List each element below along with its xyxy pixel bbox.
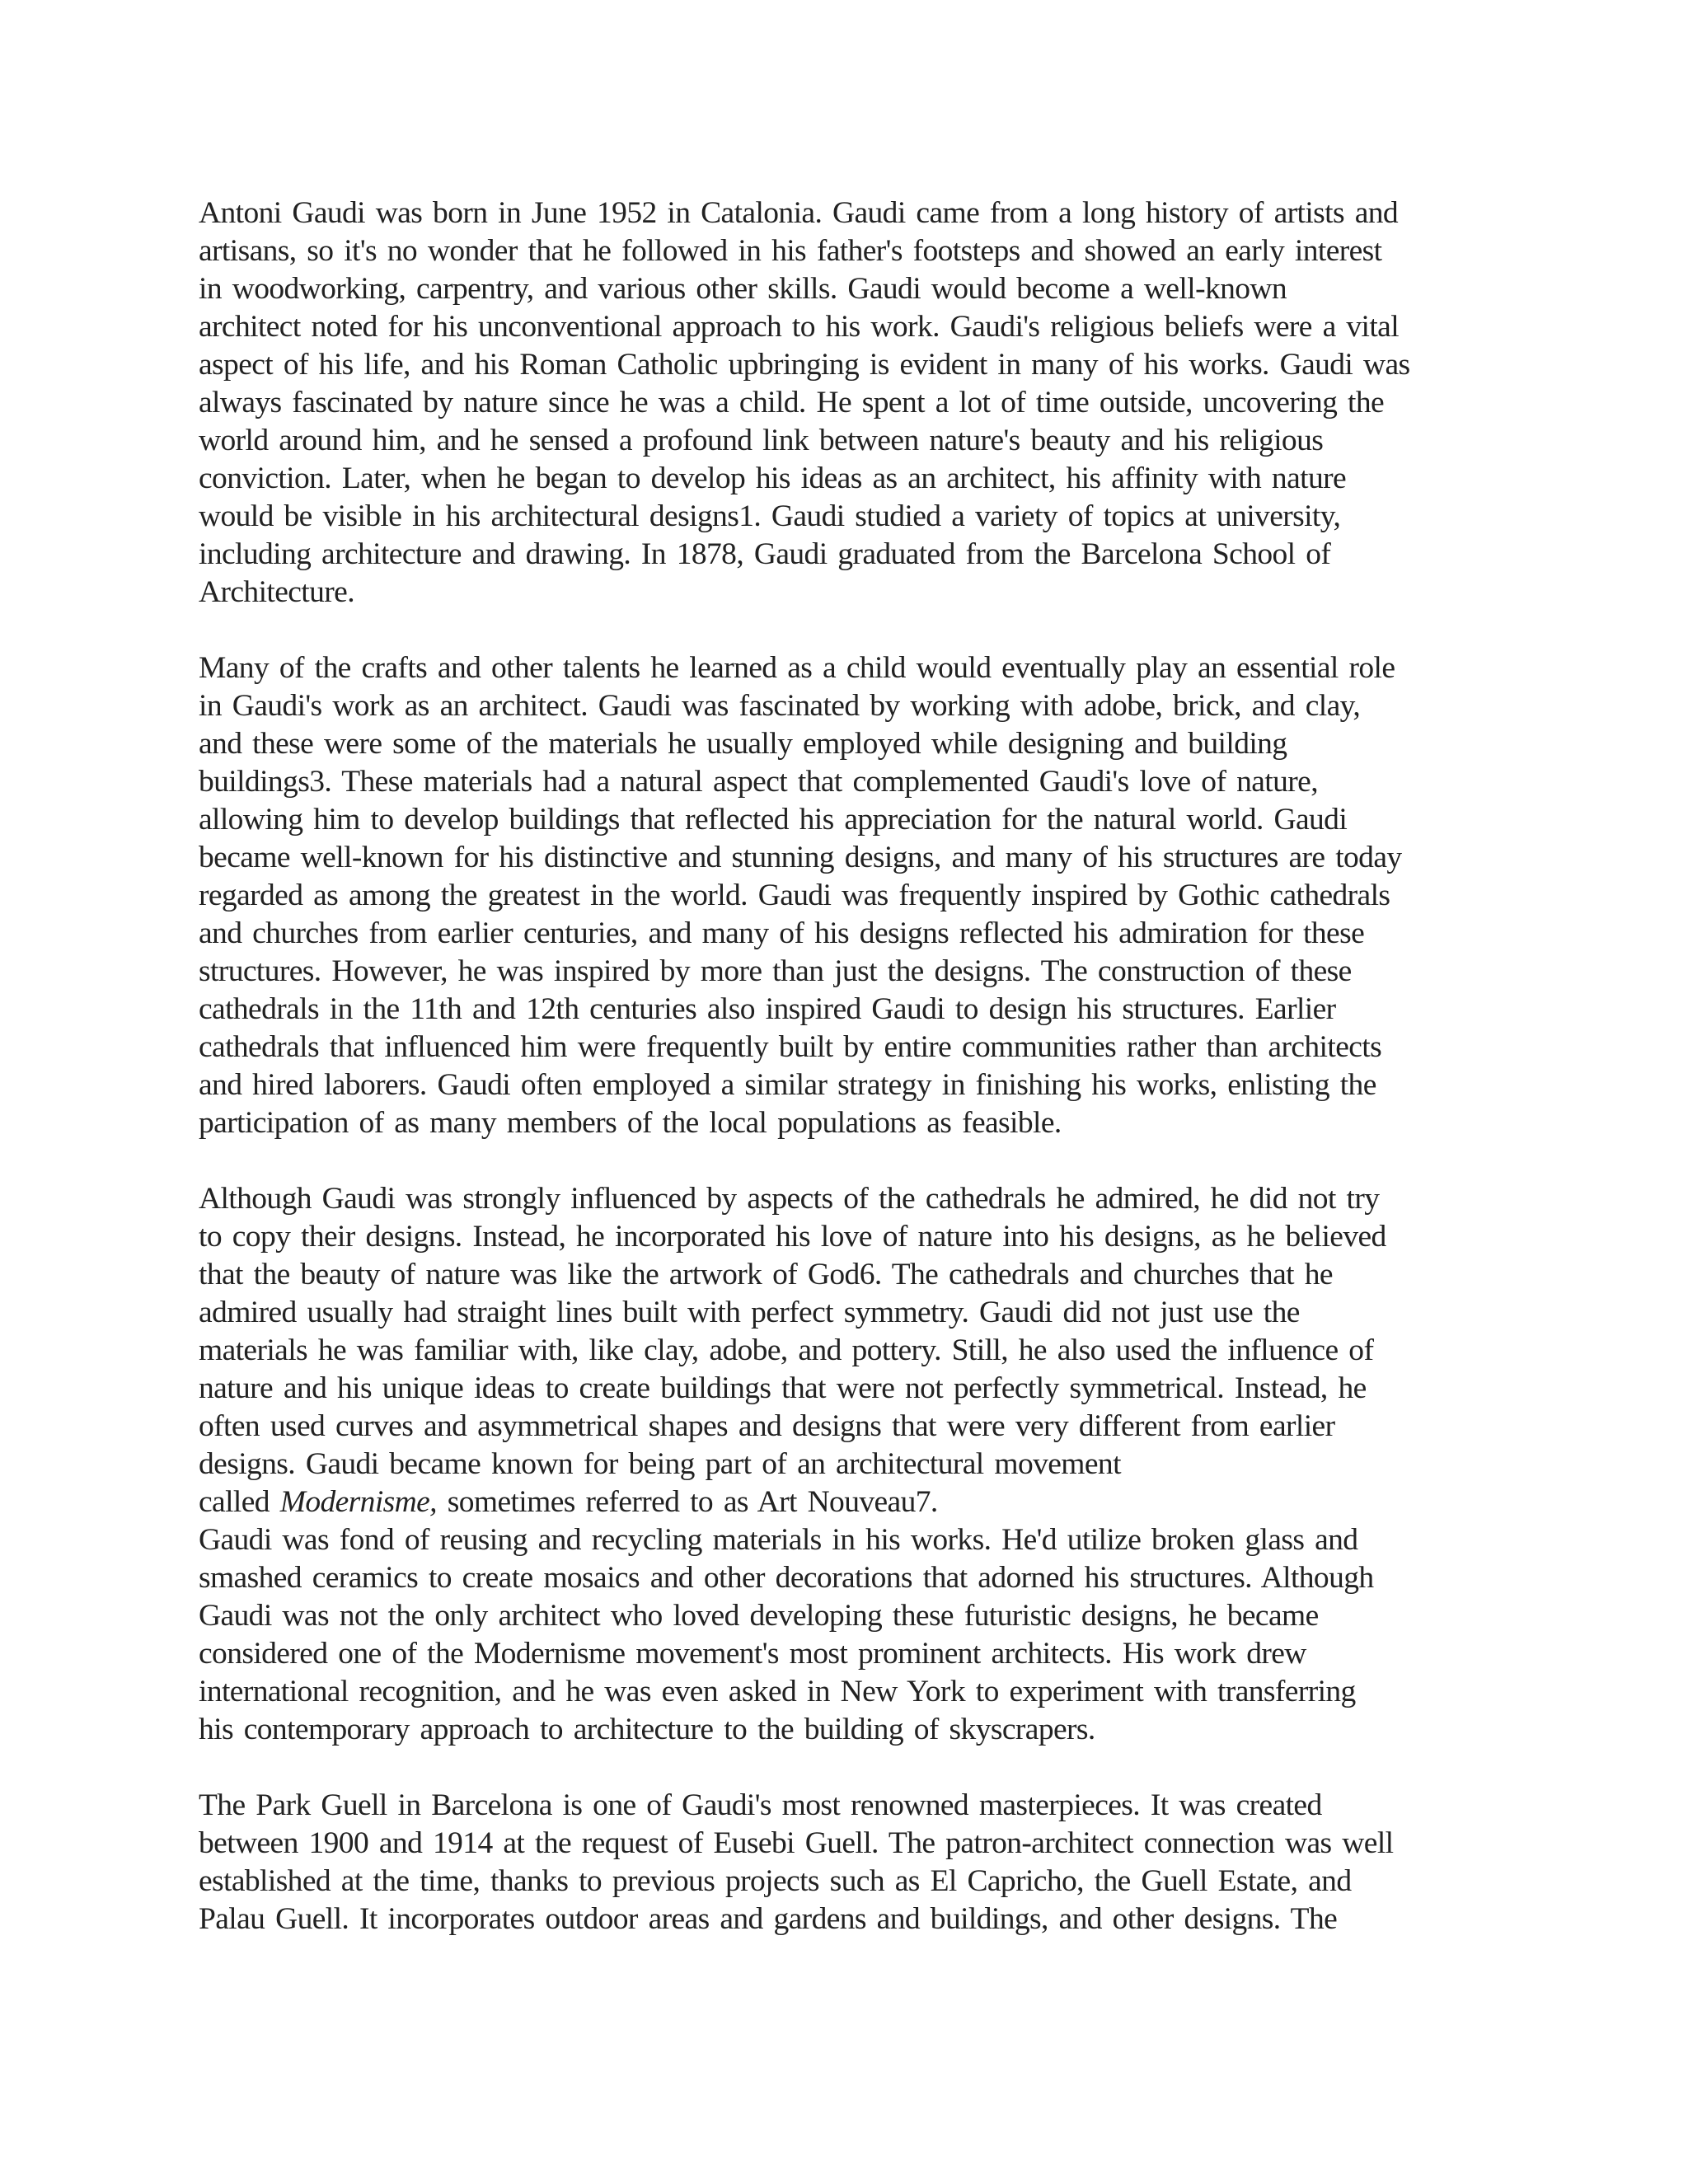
paragraph-spacer — [199, 1142, 1517, 1180]
paragraph-3 — [199, 1180, 1517, 1749]
text-line: always fascinated by nature since he was a child. He spent a lot of time outside, uncovering the — [199, 386, 1385, 419]
text-line: that the beauty of nature was like the artwork of God6. The cathedrals and churches that he — [199, 1258, 1333, 1291]
text-line: would be visible in his architectural designs1. Gaudi studied a variety of topics at university, — [199, 499, 1341, 533]
text-line: Antoni Gaudi was born in June 1952 in Catalonia. Gaudi came from a long history of artists and — [199, 196, 1399, 230]
text-line: world around him, and he sensed a profound link between nature's beauty and his religious — [199, 424, 1324, 457]
italic-term: Modernisme, — [279, 1485, 437, 1519]
paragraph-spacer — [199, 612, 1517, 649]
text-line: smashed ceramics to create mosaics and other decorations that adorned his structures. Although — [199, 1561, 1374, 1595]
text-line: to copy their designs. Instead, he incorporated his love of nature into his designs, as he believed — [199, 1220, 1386, 1254]
paragraph-2 — [199, 649, 1517, 1142]
text-line: established at the time, thanks to previous projects such as El Capricho, the Guell Estate, and — [199, 1864, 1352, 1898]
text-line: considered one of the Modernisme movement's most prominent architects. His work drew — [199, 1637, 1306, 1671]
text-line: in woodworking, carpentry, and various other skills. Gaudi would become a well-known — [199, 272, 1287, 306]
text-run: called — [199, 1485, 280, 1519]
text-line: in Gaudi's work as an architect. Gaudi was fascinated by working with adobe, brick, and clay, — [199, 689, 1361, 723]
text-line: cathedrals in the 11th and 12th centuries also inspired Gaudi to design his structures. Earlier — [199, 992, 1336, 1026]
text-line-with-italic — [199, 1483, 1517, 1521]
text-line: architect noted for his unconventional approach to his work. Gaudi's religious beliefs were a vital — [199, 310, 1400, 344]
text-line: including architecture and drawing. In 1878, Gaudi graduated from the Barcelona School of — [199, 537, 1331, 571]
text-line: artisans, so it's no wonder that he followed in his father's footsteps and showed an early interest — [199, 234, 1382, 268]
text-line: allowing him to develop buildings that reflected his appreciation for the natural world. Gaudi — [199, 803, 1348, 837]
text-line: The Park Guell in Barcelona is one of Gaudi's most renowned masterpieces. It was created — [199, 1788, 1322, 1822]
text-line: materials he was familiar with, like clay, adobe, and pottery. Still, he also used the influence of — [199, 1333, 1374, 1367]
text-line: cathedrals that influenced him were frequently built by entire communities rather than architects — [199, 1030, 1382, 1064]
paragraph-1 — [199, 194, 1517, 612]
text-line: Many of the crafts and other talents he learned as a child would eventually play an essential role — [199, 651, 1395, 685]
text-line: Gaudi was not the only architect who loved developing these futuristic designs, he became — [199, 1599, 1319, 1633]
text-line: structures. However, he was inspired by more than just the designs. The construction of these — [199, 954, 1352, 988]
text-line: became well-known for his distinctive and stunning designs, and many of his structures are today — [199, 841, 1402, 874]
text-line: his contemporary approach to architecture to the building of skyscrapers. — [199, 1713, 1095, 1746]
text-line: Gaudi was fond of reusing and recycling materials in his works. He'd utilize broken glass and — [199, 1523, 1358, 1557]
text-line: admired usually had straight lines built with perfect symmetry. Gaudi did not just use the — [199, 1296, 1300, 1329]
text-line: conviction. Later, when he began to develop his ideas as an architect, his affinity with nature — [199, 462, 1347, 495]
text-line: Architecture. — [199, 575, 354, 609]
paragraph-spacer — [199, 1749, 1517, 1787]
text-line: between 1900 and 1914 at the request of Eusebi Guell. The patron-architect connection was well — [199, 1826, 1394, 1860]
text-line: regarded as among the greatest in the world. Gaudi was frequently inspired by Gothic cathedrals — [199, 879, 1390, 912]
text-line: nature and his unique ideas to create buildings that were not perfectly symmetrical. Instead, he — [199, 1371, 1367, 1405]
text-run: sometimes referred to as Art Nouveau7. — [436, 1485, 938, 1519]
text-line: Palau Guell. It incorporates outdoor areas and gardens and buildings, and other designs. The — [199, 1902, 1338, 1936]
text-line: buildings3. These materials had a natural aspect that complemented Gaudi's love of nature, — [199, 765, 1318, 799]
paragraph-4 — [199, 1787, 1517, 1938]
text-line: and churches from earlier centuries, and many of his designs reflected his admiration for these — [199, 916, 1365, 950]
text-line: Although Gaudi was strongly influenced by aspects of the cathedrals he admired, he did not try — [199, 1182, 1380, 1216]
document-body — [199, 194, 1517, 1938]
text-line: international recognition, and he was even asked in New York to experiment with transferring — [199, 1675, 1356, 1708]
text-line: and these were some of the materials he usually employed while designing and building — [199, 727, 1287, 761]
text-line: often used curves and asymmetrical shapes and designs that were very different from earlier — [199, 1409, 1335, 1443]
text-line: designs. Gaudi became known for being part of an architectural movement — [199, 1447, 1121, 1481]
text-line: aspect of his life, and his Roman Catholic upbringing is evident in many of his works. Gaudi was — [199, 348, 1410, 382]
text-line: participation of as many members of the local populations as feasible. — [199, 1106, 1062, 1140]
text-line: and hired laborers. Gaudi often employed a similar strategy in finishing his works, enlisting the — [199, 1068, 1376, 1102]
